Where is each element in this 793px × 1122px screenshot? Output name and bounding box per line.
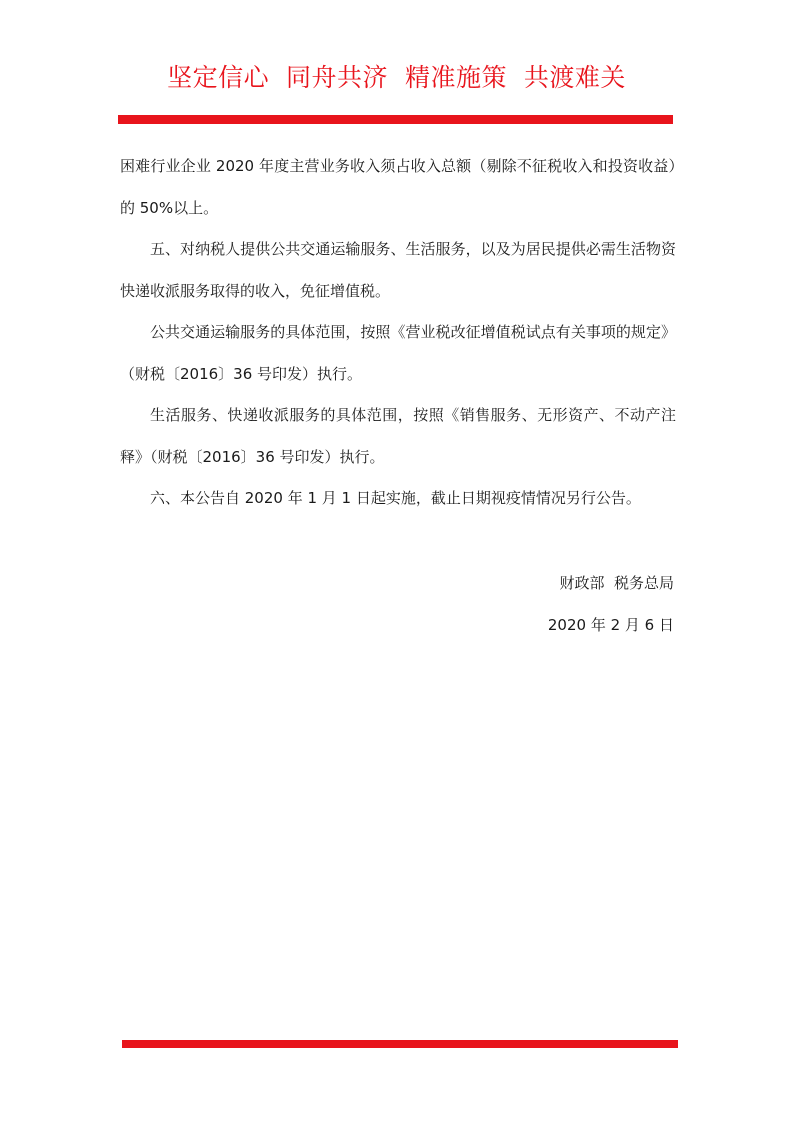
footer-divider [122,1040,678,1048]
paragraph-living-services-scope: 生活服务、快递收派服务的具体范围，按照《销售服务、无形资产、不动产注释》（财税〔2016〕36 号印发）执行。 [120,406,676,466]
document-body [120,146,676,520]
issuing-authority: 财政部 税务总局 [559,574,674,592]
paragraph-item-five: 五、对纳税人提供公共交通运输服务、生活服务，以及为居民提供必需生活物资快递收派服务取得的收入，免征增值税。 [120,240,676,300]
issue-date: 2020 年 2 月 6 日 [547,616,674,634]
header-slogan: 坚定信心 同舟共济 精准施策 共渡难关 [167,63,626,92]
header-divider [118,115,673,124]
paragraph-continuation: 困难行业企业 2020 年度主营业务收入须占收入总额（剔除不征税收入和投资收益）的 50%以上。 [120,157,676,217]
signature-block [548,562,674,646]
paragraph-public-transport-scope: 公共交通运输服务的具体范围，按照《营业税改征增值税试点有关事项的规定》（财税〔2016〕36 号印发）执行。 [120,323,676,383]
paragraph-item-six: 六、本公告自 2020 年 1 月 1 日起实施，截止日期视疫情情况另行公告。 [150,489,641,507]
